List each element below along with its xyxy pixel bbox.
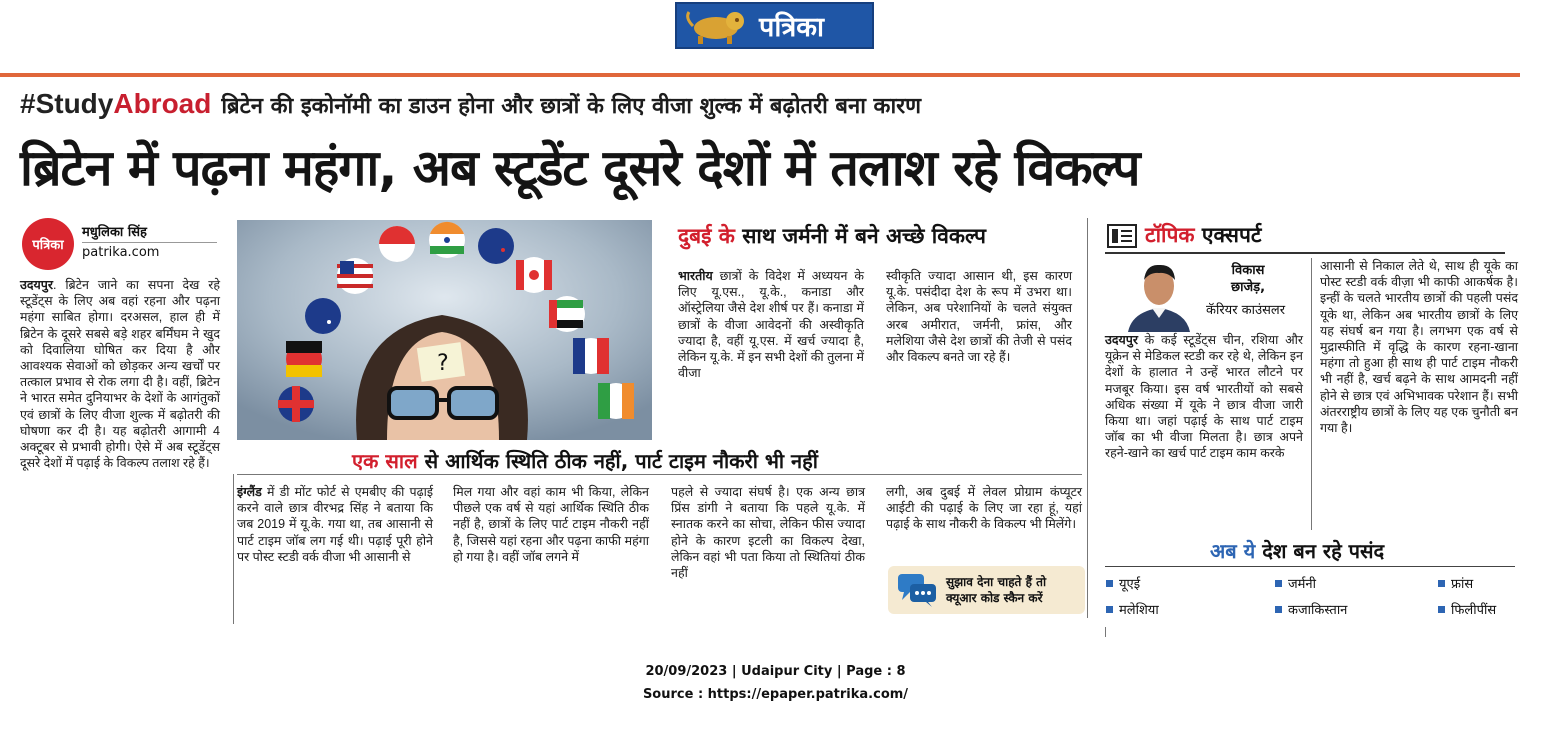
column-divider — [1105, 627, 1106, 637]
footer-source[interactable]: Source : https://epaper.patrika.com/ — [642, 687, 909, 702]
lion-emblem-icon — [683, 6, 753, 46]
article-column-uk-2: मिल गया और वहां काम भी किया, लेकिन पीछले एक वर्ष से यहां आर्थिक स्थिति ठीक नहीं है, छात्रों के लिए पार्ट टाइम नौकरी नहीं है, जिससे यहां रहना और पढ़ना काफी महंगा हो गया है। वहीं जॉब लगने में — [453, 485, 649, 564]
footer-date-edition: 20/09/2023 | Udaipur City | Page : 8 — [645, 664, 906, 679]
kicker-text: ब्रिटेन की इकोनॉमी का डाउन होना और छात्रों के लिए वीजा शुल्क में बढ़ोतरी बना कारण — [221, 94, 922, 119]
subhead-one-year: एक साल से आर्थिक स्थिति ठीक नहीं, पार्ट टाइम नौकरी भी नहीं — [352, 449, 818, 473]
article-column-left: उदयपुर. ब्रिटेन जाने का सपना देख रहे स्टूडेंट्स के लिए अब वहां रहना और पढ़ना महंगा साबित होगा। दरअसल, हाल ही में ब्रिटेन के दूसरे सबसे बड़े शहर बर्मिंघम ने खुद को दिवालिया घोषित कर दिया है और आवश्यक सेवाओं को छोड़कर अन्य खर्चों पर तत्काल प्रभाव से रोक लगा दी है। वहीं, ब्रिटेन ने भारत समेत दुनियाभर के देशों के आगंतुकों एवं छात्रों के लिए वीजा शुल्क में बढ़ोतरी की घोषणा कर दी है। यह बढ़ोतरी आगामी 4 अक्टूबर से प्रभावी होगी। ऐसे में अब स्टूडेंट्स दूसरे देशों में पढ़ाई के विकल्प तलाश रहे हैं। — [20, 278, 220, 471]
country-item: फ्रांस — [1438, 574, 1473, 592]
flag-france-icon — [573, 338, 609, 374]
country-item: कजाकिस्तान — [1275, 600, 1347, 618]
chat-bubbles-icon — [896, 572, 938, 608]
countries-title: अब ये देश बन रहे पसंद — [1210, 539, 1385, 563]
flag-newzealand-icon — [478, 228, 514, 264]
hashtag: #StudyAbroad — [20, 88, 212, 119]
qr-feedback-box[interactable] — [888, 566, 1085, 614]
country-item: मलेशिया — [1106, 600, 1159, 618]
byline-divider — [82, 242, 217, 243]
flag-germany-icon — [286, 341, 322, 377]
masthead-logo[interactable] — [675, 2, 874, 49]
flag-uk-icon — [278, 386, 314, 422]
bullet-square-icon — [1438, 606, 1445, 613]
expert-role: कॅरियर काउंसलर — [1206, 303, 1286, 318]
expert-column-1: उदयपुर के कई स्टूडेंट्स चीन, रशिया और यूक्रेन से मेडिकल स्टडी कर रहे थे, लेकिन इन देशों के हालात ने उन्हें भारत लौटने पर मजबूर किया। इस वर्ष भारतीयों को सबसे अधिक संख्या में यूके ने छात्र वीजा जारी किया था। जहां पढ़ाई के साथ पार्ट टाइम जॉब का भी वीजा मिलता है। छात्र अपने रहने-खाने का खर्च पार्ट टाइम काम करके — [1105, 333, 1303, 461]
expert-avatar — [1118, 256, 1200, 332]
article-column-uk-3: पहले से ज्यादा संघर्ष है। एक अन्य छात्र प्रिंस डांगी ने बताया कि पहले यू.के. में स्नातक करने का सोचा, लेकिन फीस ज्यादा होने के कारण इटली का विकल्प देखा, लेकिन वहां भी पता किया तो स्थितियां ठीक नहीं — [671, 485, 865, 581]
countries-divider — [1105, 566, 1515, 567]
kicker — [20, 88, 921, 124]
expert-column-2: आसानी से निकाल लेते थे, साथ ही यूके का पोस्ट स्टडी वर्क वीज़ा भी काफी आकर्षक है। इन्हीं के चलते भारतीय छात्रों की पहली पसंद यूके था, लेकिन अब भारतीय छात्रों के लिए यह संघर्ष बन गया है। लगभग एक वर्ष से मुद्रास्फीति में वृद्धि के कारण रहना-खाना महंगा तो हुआ ही साथ ही पार्ट टाइम नौकरी भी नहीं है, खर्च बढ़ने के साथ आमदनी नहीं होने से छात्र एवं अभिभावक परेशान हैं। सभी अंतरराष्ट्रीय छात्रों के लिए यह एक चुनौती बन गया है। — [1320, 259, 1518, 436]
svg-text:?: ? — [437, 351, 449, 376]
flag-uae-icon — [549, 296, 585, 332]
country-item: यूएई — [1106, 574, 1140, 592]
article-column-dubai-1: भारतीय छात्रों के विदेश में अध्ययन के लिए यू.एस., यू.के., कनाडा और ऑस्ट्रेलिया जैसे देश शीर्ष पर हैं। कनाडा में छात्रों के वीजा आवेदनों की अस्वीकृति ज्यादा है, वहीं यू.एस. में खर्च ज्यादा है, लेकिन यू.के. में इन सभी देशों की तुलना में वीजा — [678, 269, 864, 381]
section-divider — [237, 474, 1082, 475]
flag-india-icon — [429, 222, 465, 258]
author-name: मधुलिका सिंह — [82, 225, 147, 240]
article-column-uk-1: इंग्लैंड में डी मोंट फोर्ट से एमबीए की पढ़ाई करने वाले छात्र वीरभद्र सिंह ने बताया कि जब 2019 में यू.के. गया था, तब आसानी से पार्ट टाइम जॉब लग गई थी। पढ़ाई पूरी होने पर पोस्ट स्टडी वर्क वीजा भी आसानी से — [237, 485, 433, 564]
topic-divider — [1105, 252, 1505, 254]
column-divider — [1311, 258, 1312, 530]
bullet-square-icon — [1275, 580, 1282, 587]
document-icon — [1107, 224, 1137, 248]
masthead-title: पत्रिका — [759, 12, 824, 43]
article-column-dubai-2: स्वीकृति ज्यादा आसान थी, इस कारण यू.के. पसंदीदा देश के रूप में उभरा था। लेकिन, अब परेशानियों के चलते संयुक्त अरब अमीरात, जर्मनी, फ्रांस, और मलेशिया जैसे देश छात्रों की तेजी से पसंद और विकल्प बनते जा रहे हैं। — [886, 269, 1072, 365]
flag-ireland-icon — [598, 383, 634, 419]
bullet-square-icon — [1106, 606, 1113, 613]
headline: ब्रिटेन में पढ़ना महंगा, अब स्टूडेंट दूसरे देशों में तलाश रहे विकल्प — [20, 139, 1140, 197]
flag-usa-icon — [337, 258, 373, 294]
subhead-dubai: दुबई के साथ जर्मनी में बने अच्छे विकल्प — [678, 224, 986, 248]
article-column-uk-4: लगी, अब दुबई में लेवल प्रोग्राम कंप्यूटर आईटी की पढ़ाई के लिए जा रहा हूं, यहां पढ़ाई के साथ नौकरी के विकल्प भी मिलेंगे। — [886, 485, 1082, 532]
column-divider — [233, 474, 234, 624]
country-item: जर्मनी — [1275, 574, 1316, 592]
expert-name: विकास छाजेड़, — [1230, 263, 1266, 295]
topic-expert-title: टॉपिक एक्सपर्ट — [1145, 223, 1262, 247]
flag-australia-icon — [305, 298, 341, 334]
country-item: फिलीपींस — [1438, 600, 1496, 618]
bullet-square-icon — [1438, 580, 1445, 587]
patrika-round-logo: पत्रिका — [22, 218, 74, 270]
flag-canada-icon — [516, 257, 552, 293]
author-site[interactable]: patrika.com — [82, 245, 160, 260]
bullet-square-icon — [1106, 580, 1113, 587]
flag-singapore-icon — [379, 226, 415, 262]
top-divider — [0, 73, 1520, 77]
article-photo — [237, 220, 652, 440]
question-note — [417, 342, 465, 382]
bullet-square-icon — [1275, 606, 1282, 613]
column-divider — [1087, 218, 1088, 618]
qr-text: सुझाव देना चाहते हैं तो क्यूआर कोड स्कैन करें — [946, 575, 1047, 605]
